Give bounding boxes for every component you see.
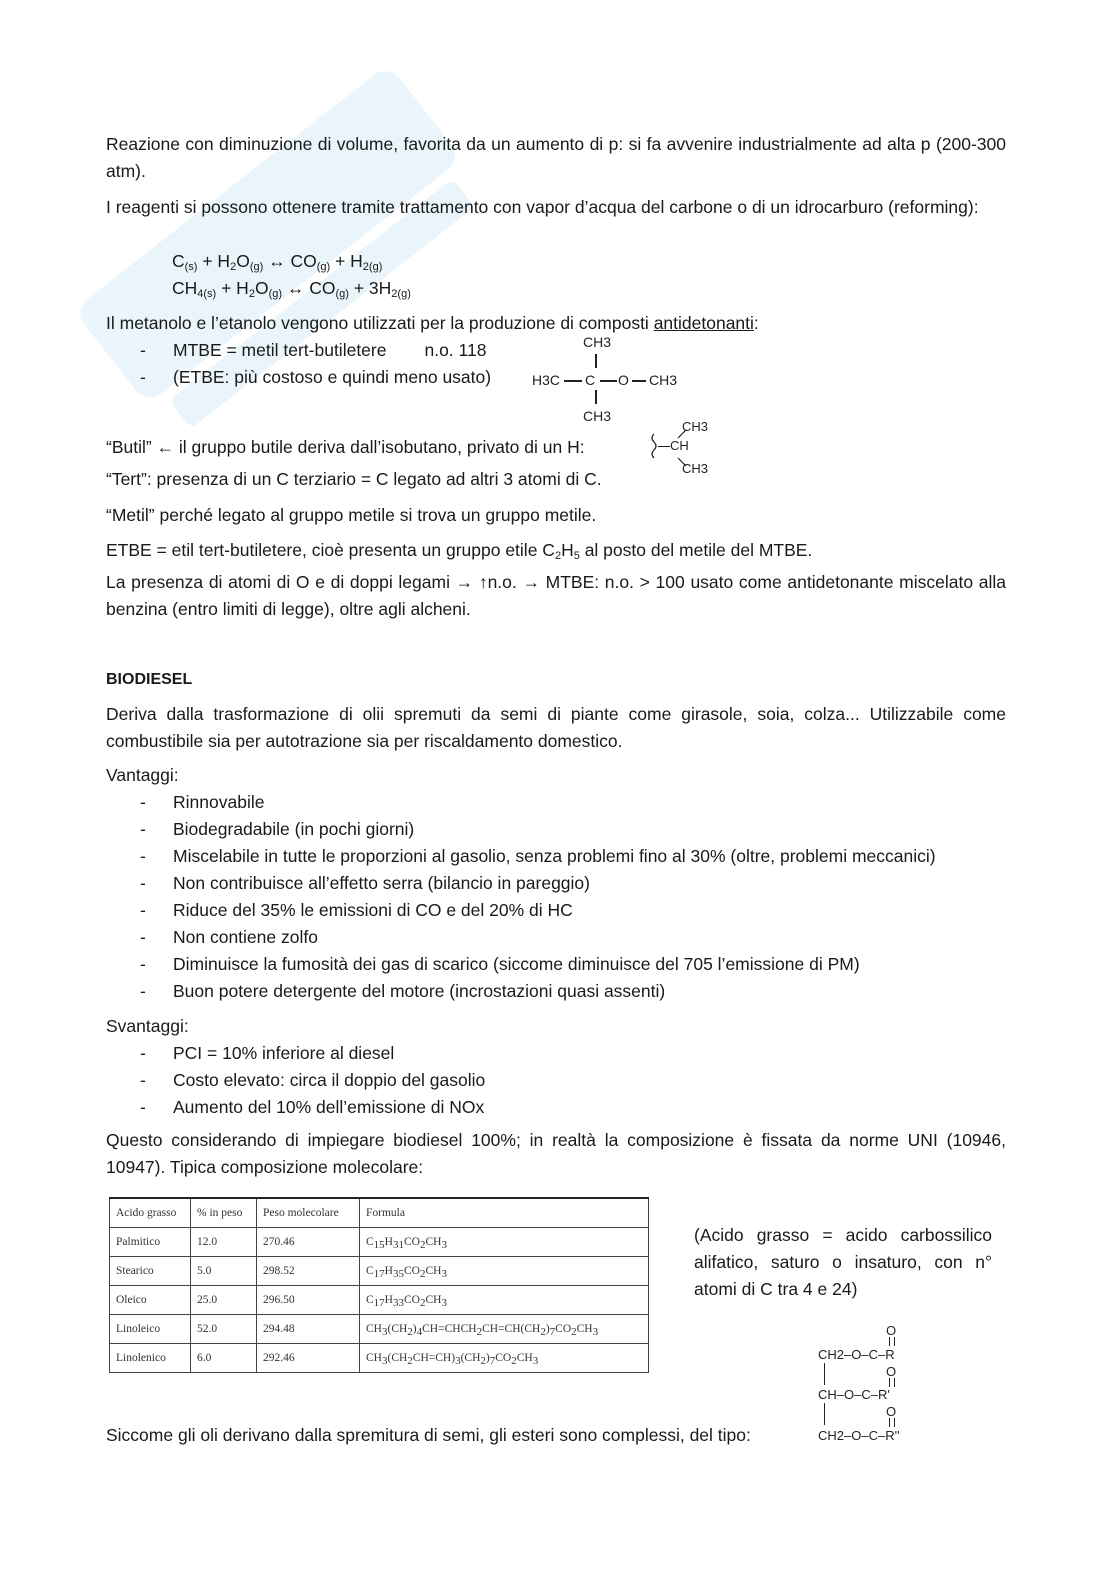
table-row bbox=[110, 1257, 649, 1286]
fatty-acid-table bbox=[109, 1197, 649, 1373]
table-cell: 298.52 bbox=[257, 1257, 360, 1286]
paragraph-esteri: Siccome gli oli derivano dalla spremitura di semi, gli esteri sono complessi, del tipo: bbox=[106, 1425, 751, 1445]
table-cell: 5.0 bbox=[191, 1257, 257, 1286]
table-cell: 12.0 bbox=[191, 1228, 257, 1257]
table-cell: 25.0 bbox=[191, 1286, 257, 1315]
vantaggi-label: Vantaggi: bbox=[106, 765, 179, 785]
paragraph-metil: “Metil” perché legato al gruppo metile si trova un gruppo metile. bbox=[106, 505, 597, 525]
svantaggi-label: Svantaggi: bbox=[106, 1016, 189, 1036]
table-cell-formula: $CH_3(CH_2CH=CH)_3(CH_2)_7CO_2CH_3$ bbox=[360, 1344, 649, 1373]
table-cell: 294.48 bbox=[257, 1315, 360, 1344]
paragraph-butil: “Butil” ← il gruppo butile deriva dall’isobutano, privato di un H: bbox=[106, 437, 585, 457]
table-cell-formula: $CH_3(CH_2)_4CH=CHCH_2CH=CH(CH_2)_7CO_2CH_3$ bbox=[360, 1315, 649, 1344]
butyl-structure: CH CH3 CH3 bbox=[648, 418, 718, 478]
paragraph-reagents: I reagenti si possono ottenere tramite trattamento con vapor d’acqua del carbone o di un idrocarburo (reforming): bbox=[106, 197, 979, 217]
table-cell: 52.0 bbox=[191, 1315, 257, 1344]
table-cell: 270.46 bbox=[257, 1228, 360, 1257]
table-cell: 6.0 bbox=[191, 1344, 257, 1373]
table-header: Formula bbox=[360, 1198, 649, 1228]
list-item-mtbe: - MTBE = metil tert-butiletere n.o. 118 bbox=[140, 340, 487, 360]
svantaggio-item: - Costo elevato: circa il doppio del gasolio bbox=[140, 1070, 486, 1090]
table-cell: 296.50 bbox=[257, 1286, 360, 1315]
table-header-row bbox=[110, 1198, 649, 1228]
vantaggio-item: - Buon potere detergente del motore (incrostazioni quasi assenti) bbox=[140, 981, 666, 1001]
table-row bbox=[110, 1286, 649, 1315]
table-cell: Linolenico bbox=[110, 1344, 191, 1373]
equation-methane: $CH_{4(s)} + H_2O_{(g)}$ ↔ $CO_{(g)} + 3H_{2(g)}$ bbox=[172, 278, 411, 300]
note-acido-grasso: (Acido grasso = acido carbossilico alifatico, saturo o insaturo, con n° atomi di C tra 4 e 24) bbox=[694, 1224, 992, 1299]
paragraph-biodiesel: Deriva dalla trasformazione di olii spremuti da semi di piante come girasole, soia, colza... Utilizzabile come combustibile sia per autotrazione sia per riscaldamento domestico. bbox=[106, 704, 1006, 751]
vantaggio-item: - Biodegradabile (in pochi giorni) bbox=[140, 819, 415, 839]
table-row bbox=[110, 1315, 649, 1344]
vantaggio-item: - Non contiene zolfo bbox=[140, 927, 318, 947]
table-cell: Oleico bbox=[110, 1286, 191, 1315]
paragraph-antidetonanti: Il metanolo e l’etanolo vengono utilizzati per la produzione di composti antidetonanti: bbox=[106, 313, 759, 333]
vantaggio-item: - Non contribuisce all’effetto serra (bilancio in pareggio) bbox=[140, 873, 590, 893]
paragraph-tert: “Tert”: presenza di un C terziario = C legato ad altri 3 atomi di C. bbox=[106, 469, 602, 489]
section-heading-biodiesel: BIODIESEL bbox=[106, 671, 193, 688]
paragraph-etbe: ETBE = etil tert-butiletere, cioè presenta un gruppo etile $C_2H_5$ al posto del metile del MTBE. bbox=[106, 540, 813, 562]
table-cell-formula: $C_{17}H_{35}CO_2CH_3$ bbox=[360, 1257, 649, 1286]
svantaggio-item: - Aumento del 10% dell’emissione di NOx bbox=[140, 1097, 485, 1117]
table-cell: Palmitico bbox=[110, 1228, 191, 1257]
table-header: % in peso bbox=[191, 1198, 257, 1228]
vantaggio-item: - Rinnovabile bbox=[140, 792, 265, 812]
vantaggio-item: - Miscelabile in tutte le proporzioni al gasolio, senza problemi fino al 30% (oltre, problemi meccanici) bbox=[140, 846, 936, 866]
table-cell: Linoleico bbox=[110, 1315, 191, 1344]
paragraph-composizione: Questo considerando di impiegare biodiesel 100%; in realtà la composizione è fissata da norme UNI (10946, 10947). Tipica composizione molecolare: bbox=[106, 1130, 1006, 1177]
table-cell: Stearico bbox=[110, 1257, 191, 1286]
table-cell-formula: $C_{15}H_{31}CO_2CH_3$ bbox=[360, 1228, 649, 1257]
mtbe-structure: CH3 H3C C O CH3 CH3 bbox=[532, 334, 678, 424]
paragraph-presenza: La presenza di atomi di O e di doppi legami → ↑n.o. → MTBE: n.o. > 100 usato come antidetonante miscelato alla benzina (entro limiti di legge), oltre agli alcheni. bbox=[106, 572, 1006, 619]
table-cell: 292.46 bbox=[257, 1344, 360, 1373]
table-row bbox=[110, 1228, 649, 1257]
vantaggio-item: - Riduce del 35% le emissioni di CO e del 20% di HC bbox=[140, 900, 573, 920]
table-header: Peso molecolare bbox=[257, 1198, 360, 1228]
svantaggio-item: - PCI = 10% inferiore al diesel bbox=[140, 1043, 395, 1063]
paragraph-reaction: Reazione con diminuzione di volume, favorita da un aumento di p: si fa avvenire industrialmente ad alta p (200-300 atm). bbox=[106, 134, 1006, 181]
equation-carbon: $C_{(s)} + H_2O_{(g)}$ ↔ $CO_{(g)} + H_{2(g)}$ bbox=[172, 251, 383, 273]
list-item-etbe: - (ETBE: più costoso e quindi meno usato) bbox=[140, 367, 492, 387]
table-row bbox=[110, 1344, 649, 1373]
table-header: Acido grasso bbox=[110, 1198, 191, 1228]
triglyceride-structure: O CH2–O–C–R O CH–O–C–R' O CH2–O–C–R'' bbox=[818, 1323, 900, 1443]
table-cell-formula: $C_{17}H_{33}CO_2CH_3$ bbox=[360, 1286, 649, 1315]
vantaggio-item: - Diminuisce la fumosità dei gas di scarico (siccome diminuisce del 705 l’emissione di PM) bbox=[140, 954, 860, 974]
